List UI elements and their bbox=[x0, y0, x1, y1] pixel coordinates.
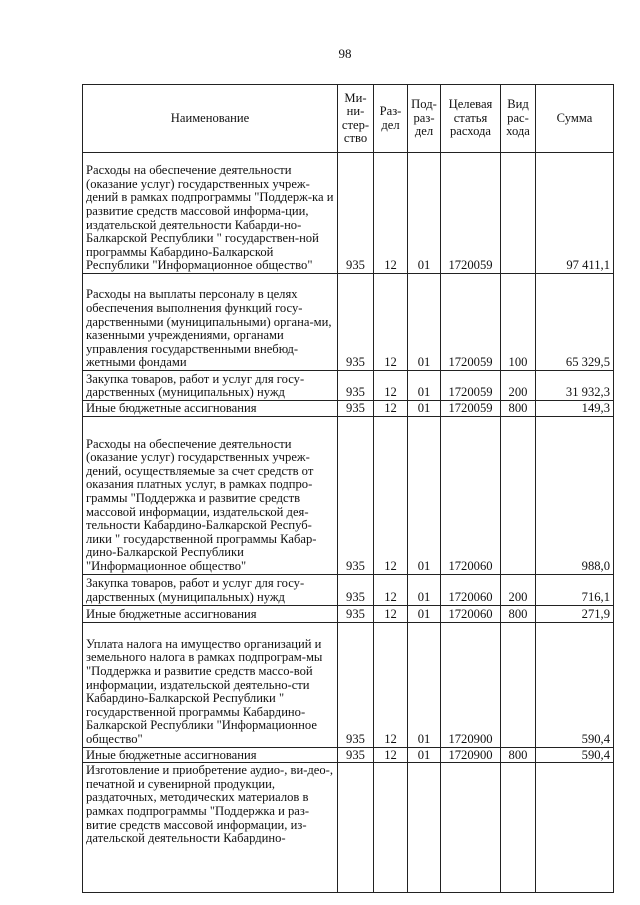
cell-ministry: 935 bbox=[338, 605, 374, 622]
cell-name: Закупка товаров, работ и услуг для госу-дарственных (муниципальных) нужд bbox=[83, 574, 338, 605]
cell-name: Иные бюджетные ассигнования bbox=[83, 605, 338, 622]
cell-section: 12 bbox=[374, 371, 408, 401]
cell-subsection: 01 bbox=[408, 574, 441, 605]
budget-table bbox=[82, 84, 614, 893]
header-name: Наименование bbox=[83, 85, 338, 153]
table-row bbox=[83, 747, 614, 763]
table-row bbox=[83, 371, 614, 401]
table-row bbox=[83, 153, 614, 274]
table-row bbox=[83, 622, 614, 747]
cell-section: 12 bbox=[374, 153, 408, 274]
cell-type: 800 bbox=[501, 605, 536, 622]
cell-type bbox=[501, 622, 536, 747]
cell-subsection: 01 bbox=[408, 401, 441, 417]
table-row bbox=[83, 763, 614, 893]
cell-ministry: 935 bbox=[338, 371, 374, 401]
cell-name: Расходы на выплаты персоналу в целях обеспечения выполнения функций госу-дарственными (муниципальными) органа-ми, казенными учреждениями, органами управления государственными внебюд-жетными фондами bbox=[83, 274, 338, 371]
cell-name: Иные бюджетные ассигнования bbox=[83, 747, 338, 763]
cell-subsection: 01 bbox=[408, 416, 441, 574]
cell-ministry: 935 bbox=[338, 574, 374, 605]
cell-target: 1720059 bbox=[441, 274, 501, 371]
cell-sum: 988,0 bbox=[536, 416, 614, 574]
cell-name: Уплата налога на имущество организаций и земельного налога в рамках подпрограм-мы "Поддержка и развитие средств массо-вой информации, издательской деятельно-сти Кабардино-Балкарской Республики " государственной программы Кабардино-Балкарской Республики "Информационное общество" bbox=[83, 622, 338, 747]
header-ministry: Ми-ни-стер-ство bbox=[338, 85, 374, 153]
cell-target: 1720059 bbox=[441, 401, 501, 417]
cell-ministry: 935 bbox=[338, 622, 374, 747]
header-section: Раз-дел bbox=[374, 85, 408, 153]
cell-name: Расходы на обеспечение деятельности (оказание услуг) государственных учреж-дений, осуществляемые за счет средств от оказания платных услуг, в рамках подпро-граммы "Поддержка и развитие средств массовой информации, издательской дея-тельности Кабардино-Балкарской Респуб-лики " государственной программы Кабар-дино-Балкарской Республики "Информационное общество" bbox=[83, 416, 338, 574]
cell-target: 1720060 bbox=[441, 574, 501, 605]
table-row bbox=[83, 574, 614, 605]
cell-target: 1720060 bbox=[441, 416, 501, 574]
cell-sum: 590,4 bbox=[536, 622, 614, 747]
cell-name: Расходы на обеспечение деятельности (оказание услуг) государственных учреж-дений в рамках подпрограммы "Поддерж-ка и развитие средств массовой информа-ции, издательской деятельности Кабарди-но-Балкарской Республики " государствен-ной программы Кабардино-Балкарской Республики "Информационное общество" bbox=[83, 153, 338, 274]
cell-subsection bbox=[408, 763, 441, 893]
cell-section: 12 bbox=[374, 416, 408, 574]
cell-target: 1720900 bbox=[441, 747, 501, 763]
cell-target: 1720060 bbox=[441, 605, 501, 622]
table-row bbox=[83, 401, 614, 417]
cell-subsection: 01 bbox=[408, 622, 441, 747]
header-target: Целевая статья расхода bbox=[441, 85, 501, 153]
cell-subsection: 01 bbox=[408, 371, 441, 401]
cell-type: 200 bbox=[501, 574, 536, 605]
header-subsection: Под-раз-дел bbox=[408, 85, 441, 153]
cell-ministry: 935 bbox=[338, 401, 374, 417]
cell-name: Иные бюджетные ассигнования bbox=[83, 401, 338, 417]
cell-subsection: 01 bbox=[408, 747, 441, 763]
cell-type: 100 bbox=[501, 274, 536, 371]
cell-sum: 65 329,5 bbox=[536, 274, 614, 371]
cell-subsection: 01 bbox=[408, 274, 441, 371]
cell-type bbox=[501, 763, 536, 893]
table-row bbox=[83, 274, 614, 371]
table-row bbox=[83, 416, 614, 574]
table-row bbox=[83, 605, 614, 622]
header-row bbox=[83, 85, 614, 153]
cell-name: Закупка товаров, работ и услуг для госу-дарственных (муниципальных) нужд bbox=[83, 371, 338, 401]
cell-section: 12 bbox=[374, 401, 408, 417]
cell-name: Изготовление и приобретение аудио-, ви-део-, печатной и сувенирной продукции, раздаточных, методических материалов в рамках подпрограммы "Поддержка и раз-витие средств массовой информации, из-дательской деятельности Кабардино- bbox=[83, 763, 338, 893]
cell-target bbox=[441, 763, 501, 893]
cell-ministry: 935 bbox=[338, 747, 374, 763]
cell-ministry bbox=[338, 763, 374, 893]
header-sum: Сумма bbox=[536, 85, 614, 153]
cell-type: 800 bbox=[501, 747, 536, 763]
cell-section: 12 bbox=[374, 747, 408, 763]
cell-ministry: 935 bbox=[338, 153, 374, 274]
cell-sum: 31 932,3 bbox=[536, 371, 614, 401]
cell-section: 12 bbox=[374, 605, 408, 622]
cell-sum: 271,9 bbox=[536, 605, 614, 622]
cell-subsection: 01 bbox=[408, 153, 441, 274]
cell-subsection: 01 bbox=[408, 605, 441, 622]
cell-sum: 149,3 bbox=[536, 401, 614, 417]
cell-section: 12 bbox=[374, 622, 408, 747]
cell-section bbox=[374, 763, 408, 893]
cell-sum bbox=[536, 763, 614, 893]
cell-ministry: 935 bbox=[338, 416, 374, 574]
cell-target: 1720059 bbox=[441, 371, 501, 401]
header-type: Вид рас-хода bbox=[501, 85, 536, 153]
cell-section: 12 bbox=[374, 574, 408, 605]
cell-sum: 97 411,1 bbox=[536, 153, 614, 274]
cell-type bbox=[501, 153, 536, 274]
cell-type: 800 bbox=[501, 401, 536, 417]
cell-sum: 590,4 bbox=[536, 747, 614, 763]
cell-type: 200 bbox=[501, 371, 536, 401]
cell-ministry: 935 bbox=[338, 274, 374, 371]
cell-section: 12 bbox=[374, 274, 408, 371]
cell-target: 1720900 bbox=[441, 622, 501, 747]
cell-target: 1720059 bbox=[441, 153, 501, 274]
cell-sum: 716,1 bbox=[536, 574, 614, 605]
cell-type bbox=[501, 416, 536, 574]
page-number: 98 bbox=[338, 46, 352, 61]
